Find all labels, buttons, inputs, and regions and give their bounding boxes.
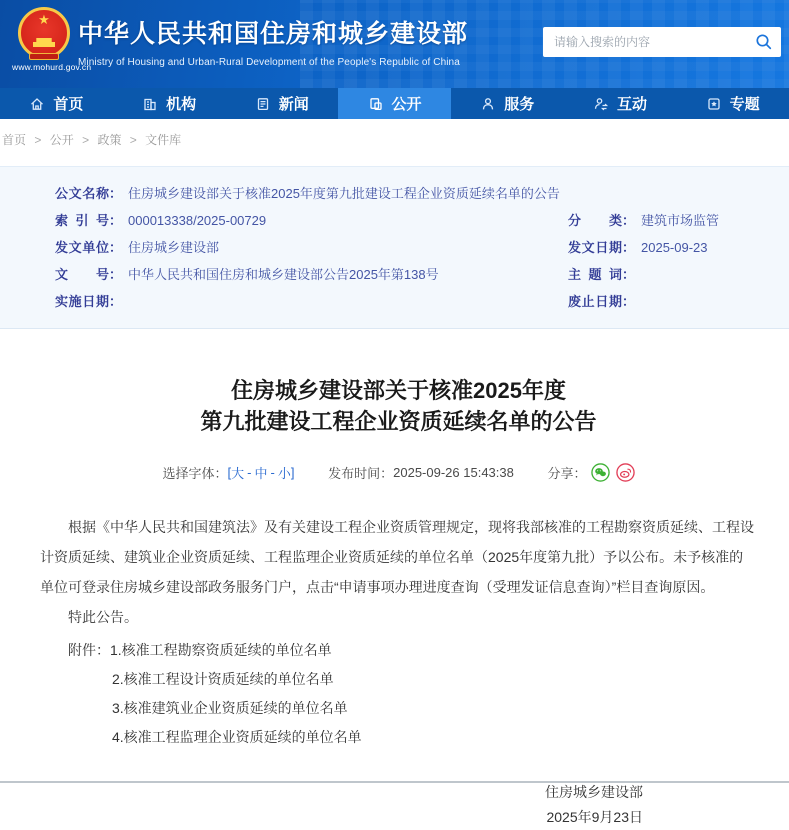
building-icon xyxy=(142,96,158,112)
attachments xyxy=(40,636,757,752)
breadcrumb-policy[interactable]: 政策 xyxy=(97,133,122,147)
site-title-block xyxy=(78,14,468,68)
breadcrumb-separator: > xyxy=(129,133,137,147)
search-icon[interactable] xyxy=(755,33,773,51)
attachment-link-2[interactable]: 2.核准工程设计资质延续的单位名单 xyxy=(112,671,334,687)
person-arrows-icon xyxy=(593,96,609,112)
breadcrumb-home[interactable]: 首页 xyxy=(2,133,27,147)
attachment-link-4[interactable]: 4.核准工程监理企业资质延续的单位名单 xyxy=(112,729,362,745)
site-title: 中华人民共和国住房和城乡建设部 xyxy=(78,20,469,48)
font-size-small-button[interactable]: 小 xyxy=(277,466,291,481)
meta-value-issuing-unit: 住房城乡建设部 xyxy=(128,240,220,255)
meta-value-document-number: 中华人民共和国住房和城乡建设部公告2025年第138号 xyxy=(128,267,439,282)
meta-value-category: 建筑市场监管 xyxy=(641,213,720,228)
breadcrumb-separator: > xyxy=(82,133,90,147)
home-icon xyxy=(29,96,45,112)
nav-item-services[interactable] xyxy=(451,88,564,119)
article xyxy=(0,375,789,830)
signature-block xyxy=(40,780,757,830)
wechat-share-icon[interactable] xyxy=(591,463,610,482)
meta-row-repeal-date: 废止日期： xyxy=(568,294,636,309)
nav-item-topics[interactable] xyxy=(676,88,789,119)
meta-value-index-number: 000013338/2025-00729 xyxy=(128,213,267,228)
meta-row-document-number: 文号： 中华人民共和国住房和城乡建设部公告2025年第138号 xyxy=(55,267,439,282)
meta-left-column xyxy=(55,207,568,315)
article-info-row xyxy=(40,463,757,482)
nav-label: 首页 xyxy=(53,96,84,113)
nav-item-interaction[interactable] xyxy=(564,88,677,119)
article-body xyxy=(40,512,757,632)
signature-date: 2025年9月23日 xyxy=(546,809,643,825)
meta-value-document-name: 住房城乡建设部关于核准2025年度第九批建设工程企业资质延续名单的公告 xyxy=(128,186,560,201)
site-url: www.mohurd.gov.cn xyxy=(12,62,92,72)
search-input[interactable] xyxy=(554,35,755,49)
font-size-medium-button[interactable]: 中 xyxy=(254,466,268,481)
meta-label: 公文名称 xyxy=(55,186,109,201)
breadcrumb-library[interactable]: 文件库 xyxy=(145,133,182,147)
nav-label: 服务 xyxy=(504,96,535,113)
nav-item-orgs[interactable] xyxy=(113,88,226,119)
nav-item-disclosure[interactable] xyxy=(338,88,451,119)
meta-row-subject-words: 主题词： xyxy=(568,267,636,282)
publish-time-value: 2025-09-26 15:43:38 xyxy=(393,465,514,480)
nav-label: 机构 xyxy=(166,96,197,113)
meta-right-column xyxy=(568,207,789,315)
site-subtitle: Ministry of Housing and Urban-Rural Development of the People's Republic of China xyxy=(78,57,460,68)
main-nav xyxy=(0,88,789,119)
weibo-share-icon[interactable] xyxy=(616,463,635,482)
nav-label: 互动 xyxy=(616,96,647,113)
breadcrumb-separator: > xyxy=(34,133,42,147)
meta-row-issuing-unit: 发文单位： 住房城乡建设部 xyxy=(55,240,220,255)
meta-row-effective-date: 实施日期： xyxy=(55,294,123,309)
nav-label: 新闻 xyxy=(278,96,309,113)
nav-item-news[interactable] xyxy=(225,88,338,119)
meta-row-index-number: 索引号： 000013338/2025-00729 xyxy=(55,213,267,228)
signature-org: 住房城乡建设部 xyxy=(545,784,643,800)
nav-label: 公开 xyxy=(391,96,422,113)
font-size-selector: 选择字体： [ 大 - 中 - 小 ] xyxy=(162,465,295,481)
attachment-link-3[interactable]: 3.核准建筑业企业资质延续的单位名单 xyxy=(112,700,348,716)
share-group xyxy=(547,463,634,482)
site-logo[interactable] xyxy=(12,7,92,72)
open-files-icon xyxy=(368,96,384,112)
nav-item-home[interactable] xyxy=(0,88,113,119)
page-bottom-divider xyxy=(0,781,789,783)
person-icon xyxy=(480,96,496,112)
publish-time xyxy=(328,463,514,482)
paragraph: 特此公告。 xyxy=(68,609,138,625)
meta-value-issue-date: 2025-09-23 xyxy=(641,240,708,255)
paragraph: 根据《中华人民共和国建筑法》及有关建设工程企业资质管理规定，现将我部核准的工程勘察资质延续、工程设计资质延续、建筑业企业资质延续、工程监理企业资质延续的单位名单（2025年度第九批）予以公布。未予核准的单位可登录住房城乡建设部政务服务门户，点击“申请事项办理进度查询（受理发证信息查询）”栏目查询原因。 xyxy=(40,519,754,595)
attachments-label: 附件： xyxy=(68,642,110,658)
meta-row-category: 分类： 建筑市场监管 xyxy=(568,213,720,228)
share-label: 分享： xyxy=(547,466,587,481)
publish-time-label: 发布时间： xyxy=(328,466,394,481)
news-document-icon xyxy=(255,96,271,112)
meta-row-issue-date: 发文日期： 2025-09-23 xyxy=(568,240,708,255)
star-square-icon xyxy=(706,96,722,112)
font-selector-label: 选择字体： xyxy=(162,466,228,481)
breadcrumb-disclosure[interactable]: 公开 xyxy=(49,133,74,147)
national-emblem-icon: ★ xyxy=(18,7,70,59)
nav-label: 专题 xyxy=(729,96,760,113)
attachment-link-1[interactable]: 1.核准工程勘察资质延续的单位名单 xyxy=(110,642,332,658)
meta-row-document-name: 公文名称： 住房城乡建设部关于核准2025年度第九批建设工程企业资质延续名单的公告 xyxy=(55,180,789,207)
document-meta-panel xyxy=(0,166,789,329)
site-header xyxy=(0,0,789,88)
search-box xyxy=(543,27,781,57)
font-size-large-button[interactable]: 大 xyxy=(231,466,245,481)
breadcrumb xyxy=(0,119,789,157)
page-title: 住房城乡建设部关于核准2025年度 第九批建设工程企业资质延续名单的公告 xyxy=(200,378,597,434)
